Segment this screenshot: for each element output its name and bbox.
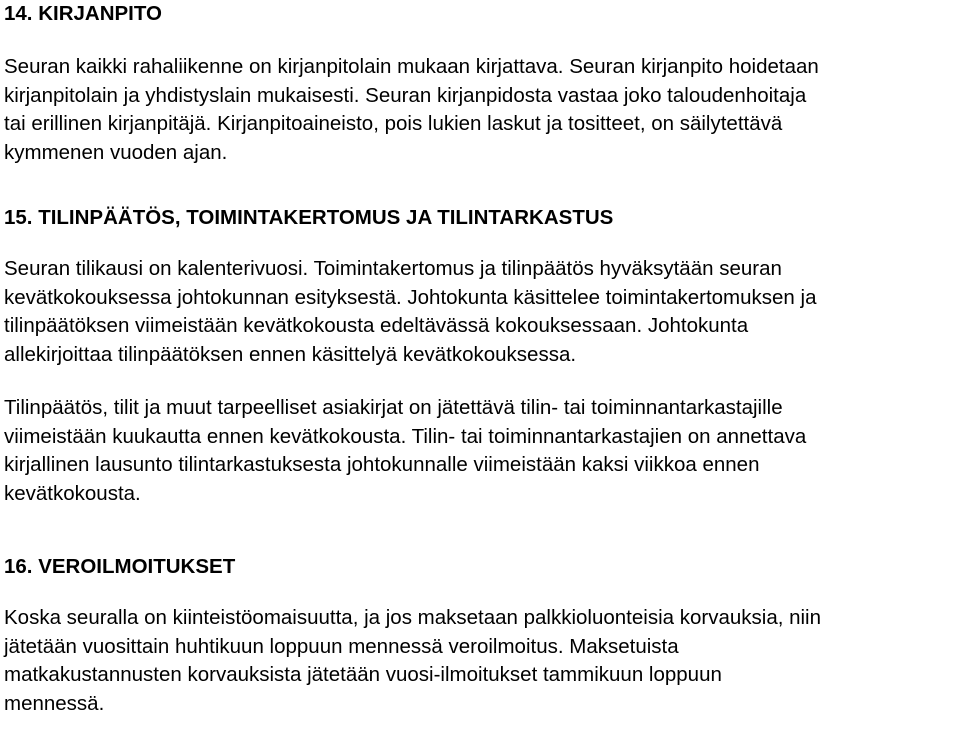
text-line: allekirjoittaa tilinpäätöksen ennen käsittelyä kevätkokouksessa. (4, 342, 577, 366)
document-page (4, 0, 958, 718)
text-line: kirjallinen lausunto tilintarkastuksesta johtokunnalle viimeistään kaksi viikkoa ennen (4, 453, 760, 476)
section-14-paragraph (4, 53, 958, 167)
text-line: jätetään vuosittain huhtikuun loppuun mennessä veroilmoitus. Maksetuista (4, 634, 679, 658)
text-line: Tilinpäätös, tilit ja muut tarpeelliset asiakirjat on jätettävä tilin- tai toiminnantarkastajille (4, 396, 783, 419)
text-line: matkakustannusten korvauksista jätetään vuosi-ilmoitukset tammikuun loppuun (4, 663, 722, 686)
section-15-paragraph-2 (4, 394, 958, 508)
section-16-heading: 16. VEROILMOITUKSET (4, 555, 236, 578)
section-15-paragraph-1 (4, 255, 958, 369)
section-14-heading: 14. KIRJANPITO (4, 2, 162, 25)
text-line: kymmenen vuoden ajan. (4, 140, 228, 164)
text-line: kirjanpitolain ja yhdistyslain mukaisesti. Seuran kirjanpidosta vastaa joko taloudenhoitaja (4, 83, 807, 107)
text-line: kevätkokousta. (4, 481, 141, 505)
section-16-paragraph (4, 604, 958, 718)
text-line: mennessä. (4, 691, 105, 715)
text-line: Seuran kaikki rahaliikenne on kirjanpitolain mukaan kirjattava. Seuran kirjanpito hoidetaan (4, 55, 819, 78)
text-line: tilinpäätöksen viimeistään kevätkokousta edeltävässä kokouksessaan. Johtokunta (4, 314, 749, 337)
text-line: viimeistään kuukautta ennen kevätkokousta. Tilin- tai toiminnantarkastajien on annettava (4, 424, 807, 448)
text-line: kevätkokouksessa johtokunnan esityksestä. Johtokunta käsittelee toimintakertomuksen ja (4, 285, 817, 309)
text-line: Seuran tilikausi on kalenterivuosi. Toimintakertomus ja tilinpäätös hyväksytään seuran (4, 257, 782, 280)
text-line: Koska seuralla on kiinteistöomaisuutta, ja jos maksetaan palkkioluonteisia korvauksia, niin (4, 606, 822, 629)
text-line: tai erillinen kirjanpitäjä. Kirjanpitoaineisto, pois lukien laskut ja tositteet, on säilytettävä (4, 112, 783, 135)
section-15-heading: 15. TILINPÄÄTÖS, TOIMINTAKERTOMUS JA TILINTARKASTUS (4, 206, 614, 229)
